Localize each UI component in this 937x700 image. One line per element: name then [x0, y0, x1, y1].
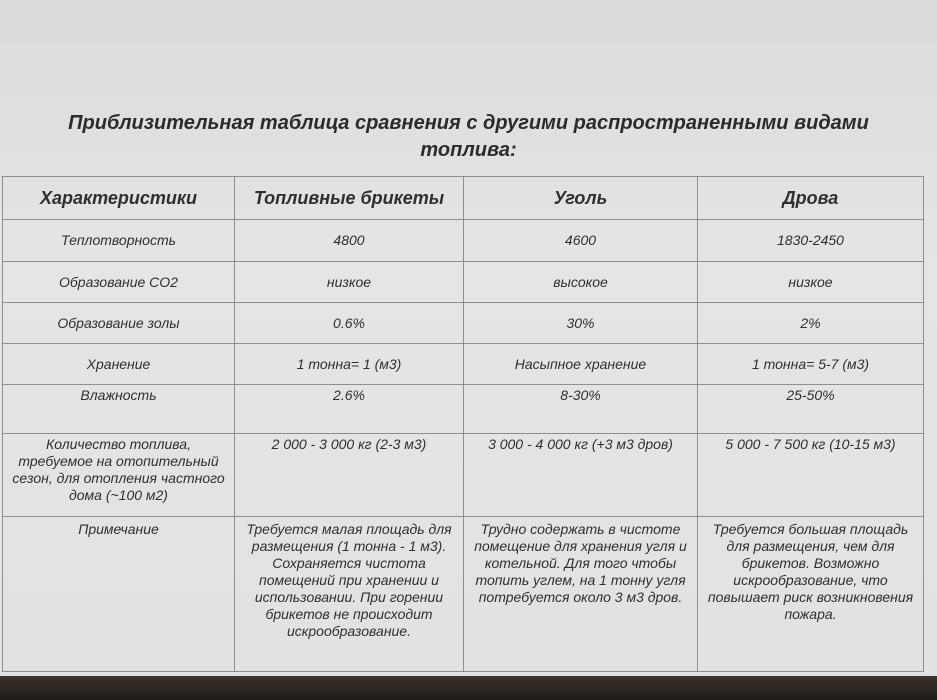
title-line-1: Приблизительная таблица сравнения с другими распространенными видами [68, 112, 869, 134]
header-characteristics: Характеристики [3, 177, 235, 220]
row-label: Теплотворность [3, 220, 235, 262]
header-briquettes: Топливные брикеты [235, 177, 464, 220]
cell-coal: 3 000 - 4 000 кг (+3 м3 дров) [464, 434, 698, 517]
table-row [3, 303, 924, 344]
cell-briquettes: 4800 [235, 220, 464, 262]
cell-firewood: 5 000 - 7 500 кг (10-15 м3) [698, 434, 924, 517]
cell-coal: 4600 [464, 220, 698, 262]
cell-firewood-note: Требуется большая площадь для размещения, чем для брикетов. Возможно искрообразование, что повышает риск возникновения пожара. [698, 517, 924, 672]
header-coal: Уголь [464, 177, 698, 220]
cell-coal: высокое [464, 262, 698, 303]
cell-firewood: 1 тонна= 5-7 (м3) [698, 344, 924, 385]
row-label: Количество топлива, требуемое на отопительный сезон, для отопления частного дома (~100 м2) [3, 434, 235, 517]
cell-briquettes: 2.6% [235, 385, 464, 434]
cell-briquettes-note: Требуется малая площадь для размещения (1 тонна - 1 м3). Сохраняется чистота помещений при хранении и использовании. При горении брикетов не происходит искрообразование. [235, 517, 464, 672]
row-label: Хранение [3, 344, 235, 385]
table-row [3, 262, 924, 303]
table-row [3, 434, 924, 517]
cell-firewood: 1830-2450 [698, 220, 924, 262]
cell-coal-note: Трудно содержать в чистоте помещение для хранения угля и котельной. Для того чтобы топить углем, на 1 тонну угля потребуется около 3 м3 дров. [464, 517, 698, 672]
row-label: Образование золы [3, 303, 235, 344]
cell-firewood: низкое [698, 262, 924, 303]
title-line-2: топлива: [420, 139, 517, 161]
table-header-row [3, 177, 924, 220]
comparison-table [2, 176, 924, 672]
row-label: Образование CO2 [3, 262, 235, 303]
cell-coal: 8-30% [464, 385, 698, 434]
cell-briquettes: низкое [235, 262, 464, 303]
table-row [3, 220, 924, 262]
table-row [3, 517, 924, 672]
cell-firewood: 25-50% [698, 385, 924, 434]
table-row [3, 385, 924, 434]
desk-surface [0, 676, 937, 700]
cell-coal: Насыпное хранение [464, 344, 698, 385]
document-title [0, 110, 937, 164]
header-firewood: Дрова [698, 177, 924, 220]
cell-briquettes: 2 000 - 3 000 кг (2-3 м3) [235, 434, 464, 517]
table-row [3, 344, 924, 385]
cell-briquettes: 1 тонна= 1 (м3) [235, 344, 464, 385]
row-label: Влажность [3, 385, 235, 434]
cell-coal: 30% [464, 303, 698, 344]
row-label: Примечание [3, 517, 235, 672]
cell-briquettes: 0.6% [235, 303, 464, 344]
cell-firewood: 2% [698, 303, 924, 344]
